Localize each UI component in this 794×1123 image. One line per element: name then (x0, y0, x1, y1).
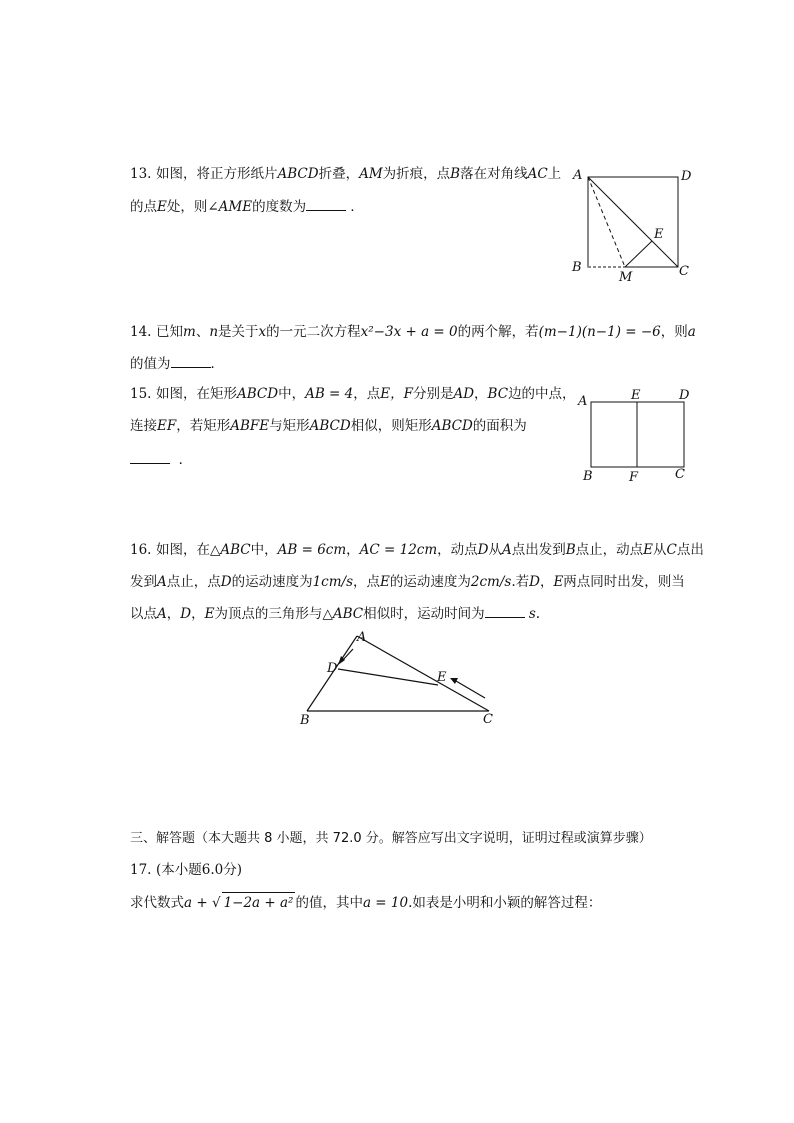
label-a: A (578, 394, 588, 409)
label-e: E (654, 227, 664, 242)
answer-blank[interactable] (130, 451, 170, 464)
label-e: E (437, 670, 447, 685)
q13-line2: 的点E处，则∠AME的度数为 ． (130, 199, 364, 215)
q16-line1: 16. 如图，在△ABC中，AB = 6cm，AC = 12cm，动点D从A点出发到B点止，动点E从C点出 (130, 542, 704, 558)
q13-figure (570, 165, 710, 285)
label-d: D (681, 169, 692, 184)
q17-line2: 求代数式a + √ 1−2a + a² 的值，其中a = 10.如表是小明和小颖的解答过程： (130, 892, 601, 913)
segment-de (338, 669, 438, 685)
q15-figure (575, 385, 705, 485)
label-c: C (679, 264, 689, 279)
q16-number: 16. (130, 542, 152, 558)
label-b: B (583, 469, 593, 484)
sqrt-sign: √ (211, 895, 221, 911)
label-a: A (573, 168, 583, 183)
fold-am (588, 177, 625, 267)
label-c: C (675, 467, 685, 482)
q15-line3: ． (130, 450, 192, 470)
label-d: D (327, 661, 338, 676)
diagonal-ac (588, 177, 678, 267)
answer-blank[interactable] (306, 198, 346, 211)
q15-number: 15. (130, 386, 152, 402)
segment-me (625, 241, 652, 267)
label-d: D (679, 388, 690, 403)
label-e: E (631, 388, 641, 403)
q14-number: 14. (130, 324, 152, 340)
q16-figure (295, 628, 515, 728)
label-m: M (619, 270, 633, 285)
label-b: B (572, 260, 582, 275)
q13-line1: 13. 如图，将正方形纸片ABCD折叠，AM为折痕，点B落在对角线AC上 (130, 166, 562, 182)
section-3-heading: 三、解答题（本大题共 8 小题，共 72.0 分。解答应写出文字说明，证明过程或演算步骤） (130, 831, 652, 846)
q17-number: 17. (130, 862, 152, 878)
label-c: C (483, 712, 493, 727)
q15-line2: 连接EF，若矩形ABFE与矩形ABCD相似，则矩形ABCD的面积为 (130, 418, 527, 434)
side-ac (357, 636, 489, 711)
q15-line1: 15. 如图，在矩形ABCD中，AB = 4，点E，F分别是AD，BC边的中点， (130, 386, 576, 402)
q14-line1: 14. 已知m、n是关于x的一元二次方程x²−3x + a = 0的两个解，若(m−1)(n−1) = −6，则a (130, 324, 696, 340)
q16-line3: 以点A，D，E为顶点的三角形与△ABC相似时，运动时间为 s. (130, 606, 541, 622)
arrow-e-shaft (456, 681, 485, 698)
q16-line2: 发到A点止，点D的运动速度为1cm/s，点E的运动速度为2cm/s.若D，E两点同时出发，则当 (130, 574, 685, 590)
q17-line1: 17. (本小题6.0分) (130, 862, 243, 878)
label-b: B (300, 713, 310, 728)
q13-number: 13. (130, 166, 152, 182)
q14-line2: 的值为 ． (130, 356, 224, 372)
answer-blank[interactable] (485, 605, 525, 618)
answer-blank[interactable] (171, 355, 211, 368)
label-f: F (629, 470, 639, 485)
label-a: A (357, 630, 367, 645)
arrow-d-head (338, 656, 345, 665)
